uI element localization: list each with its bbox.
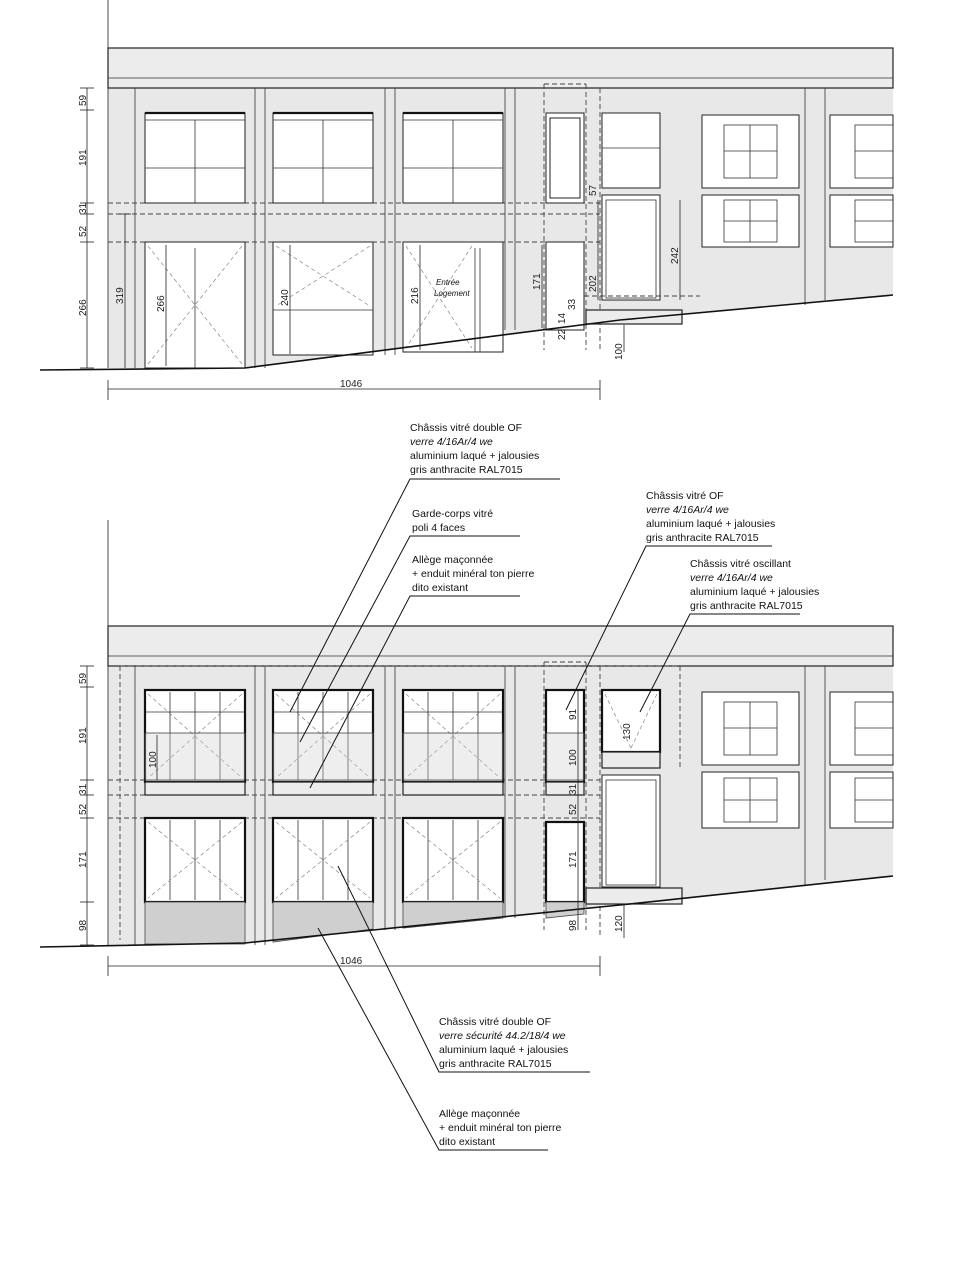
bottom-dim-1046: 1046	[340, 956, 363, 967]
bottom-dim-52-narrow: 52	[568, 803, 579, 815]
bottom-dim-171: 171	[78, 851, 89, 868]
entrance-tag-line2: Logement	[434, 289, 470, 298]
svg-text:dito existant: dito existant	[412, 582, 469, 594]
svg-text:verre sécurité 44.2/18/4 we: verre sécurité 44.2/18/4 we	[439, 1030, 566, 1042]
svg-text:Garde-corps vitré: Garde-corps vitré	[412, 508, 494, 520]
svg-text:gris anthracite RAL7015: gris anthracite RAL7015	[410, 464, 523, 476]
svg-text:gris anthracite RAL7015: gris anthracite RAL7015	[690, 600, 803, 612]
bottom-lower-window-1	[145, 818, 245, 944]
top-dim-242: 242	[670, 247, 681, 264]
bottom-existing-window-3	[830, 692, 893, 765]
svg-text:Châssis vitré double OF: Châssis vitré double OF	[439, 1016, 552, 1028]
top-dim-191: 191	[78, 149, 89, 166]
bottom-roof-band	[108, 626, 893, 666]
top-roof-band	[108, 48, 893, 88]
top-upper-window-right	[602, 113, 660, 188]
top-dim-59: 59	[78, 94, 89, 106]
svg-text:dito existant: dito existant	[439, 1136, 496, 1148]
bottom-dim-100-narrow: 100	[568, 749, 579, 766]
svg-text:aluminium laqué + jalousies: aluminium laqué + jalousies	[690, 586, 820, 598]
bottom-lower-window-2	[273, 818, 373, 942]
svg-text:aluminium laqué + jalousies: aluminium laqué + jalousies	[439, 1044, 569, 1056]
bottom-step	[586, 888, 682, 904]
svg-text:Châssis vitré OF: Châssis vitré OF	[646, 490, 724, 502]
bottom-existing-window-1	[702, 692, 799, 765]
svg-text:verre 4/16Ar/4 we: verre 4/16Ar/4 we	[410, 436, 493, 448]
top-dim-57: 57	[588, 184, 599, 196]
svg-text:Châssis vitré oscillant: Châssis vitré oscillant	[690, 558, 791, 570]
top-dim-171: 171	[532, 273, 543, 290]
bottom-dim-98-narrow: 98	[568, 919, 579, 931]
top-dim-1046: 1046	[340, 379, 363, 390]
svg-text:verre 4/16Ar/4 we: verre 4/16Ar/4 we	[646, 504, 729, 516]
svg-text:aluminium laqué + jalousies: aluminium laqué + jalousies	[646, 518, 776, 530]
svg-text:gris anthracite RAL7015: gris anthracite RAL7015	[439, 1058, 552, 1070]
top-dim-202: 202	[588, 275, 599, 292]
svg-text:poli 4 faces: poli 4 faces	[412, 522, 466, 534]
bottom-door-right	[602, 775, 660, 887]
bottom-dim-130: 130	[622, 723, 633, 740]
bottom-lower-window-3	[403, 818, 503, 928]
top-dim-240: 240	[280, 289, 291, 306]
svg-text:gris anthracite RAL7015: gris anthracite RAL7015	[646, 532, 759, 544]
bottom-upper-window-1	[145, 690, 245, 795]
svg-text:Allège maçonnée: Allège maçonnée	[439, 1108, 521, 1120]
top-existing-window-3	[830, 115, 893, 188]
top-dim-266-door: 266	[156, 295, 167, 312]
svg-text:verre 4/16Ar/4 we: verre 4/16Ar/4 we	[690, 572, 773, 584]
bottom-dim-31-narrow: 31	[568, 783, 579, 795]
top-dim-14: 14	[557, 312, 568, 324]
top-existing-window-1	[702, 115, 799, 188]
svg-text:+ enduit minéral ton pierre: + enduit minéral ton pierre	[439, 1122, 562, 1134]
bottom-dim-171-narrow: 171	[568, 851, 579, 868]
bottom-dim-98: 98	[78, 919, 89, 931]
bottom-dim-120: 120	[614, 915, 625, 932]
top-dim-33: 33	[567, 298, 578, 310]
bottom-dim-100: 100	[148, 751, 159, 768]
svg-text:+ enduit minéral ton pierre: + enduit minéral ton pierre	[412, 568, 535, 580]
bottom-dim-31: 31	[78, 783, 89, 795]
svg-text:aluminium laqué + jalousies: aluminium laqué + jalousies	[410, 450, 540, 462]
top-door-right	[602, 195, 660, 300]
bottom-dim-59: 59	[78, 672, 89, 684]
top-dim-216: 216	[410, 287, 421, 304]
top-dim-100: 100	[614, 343, 625, 360]
bottom-dim-52: 52	[78, 803, 89, 815]
top-dim-22: 22	[557, 328, 568, 340]
top-dim-319: 319	[115, 287, 126, 304]
svg-text:Châssis vitré double OF: Châssis vitré double OF	[410, 422, 523, 434]
top-dim-52: 52	[78, 225, 89, 237]
entrance-tag-line1: Entrée	[436, 278, 460, 287]
svg-text:Allège maçonnée: Allège maçonnée	[412, 554, 494, 566]
bottom-upper-window-2	[273, 690, 373, 795]
bottom-dim-91: 91	[568, 708, 579, 720]
top-dim-31: 31	[78, 202, 89, 214]
top-elevation	[40, 0, 893, 400]
top-dim-266: 266	[78, 299, 89, 316]
bottom-dim-191: 191	[78, 727, 89, 744]
bottom-upper-window-3	[403, 690, 503, 795]
